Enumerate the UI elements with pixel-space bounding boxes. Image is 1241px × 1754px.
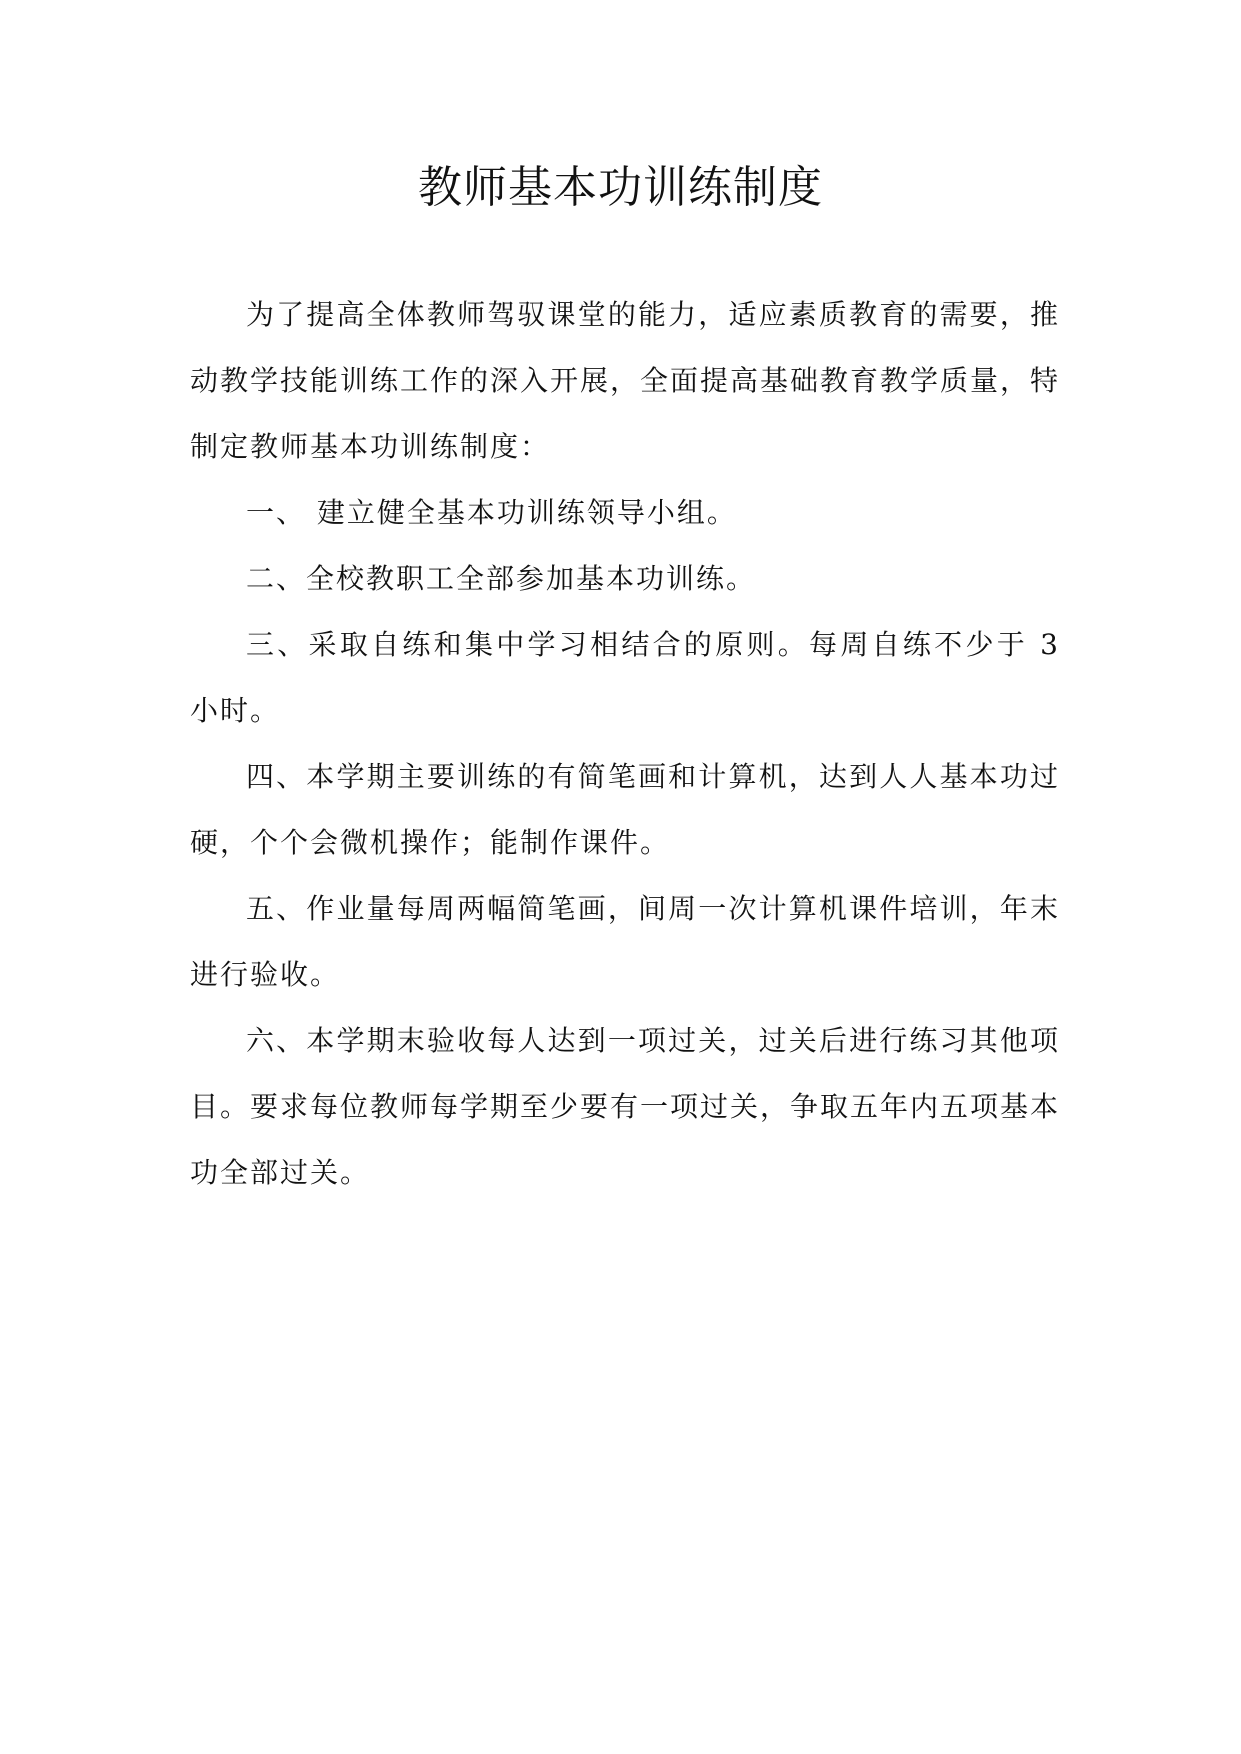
rule-item-3: 三、采取自练和集中学习相结合的原则。每周自练不少于 3 小时。 xyxy=(190,628,1060,727)
rule-item-1: 一、 建立健全基本功训练领导小组。 xyxy=(246,496,737,529)
rule-item-2: 二、全校教职工全部参加基本功训练。 xyxy=(246,562,757,595)
rule-item-5: 五、作业量每周两幅简笔画，间周一次计算机课件培训，年末进行验收。 xyxy=(190,892,1060,991)
rule-item-6: 六、本学期末验收每人达到一项过关，过关后进行练习其他项目。要求每位教师每学期至少要有一项过关，争取五年内五项基本功全部过关。 xyxy=(190,1024,1061,1189)
intro-paragraph: 为了提高全体教师驾驭课堂的能力，适应素质教育的需要，推动教学技能训练工作的深入开展，全面提高基础教育教学质量，特制定教师基本功训练制度： xyxy=(190,298,1061,463)
document-body xyxy=(190,282,1060,1206)
document-title: 教师基本功训练制度 xyxy=(418,162,823,213)
rule-item-4: 四、本学期主要训练的有简笔画和计算机，达到人人基本功过硬，个个会微机操作；能制作课件。 xyxy=(190,760,1060,859)
